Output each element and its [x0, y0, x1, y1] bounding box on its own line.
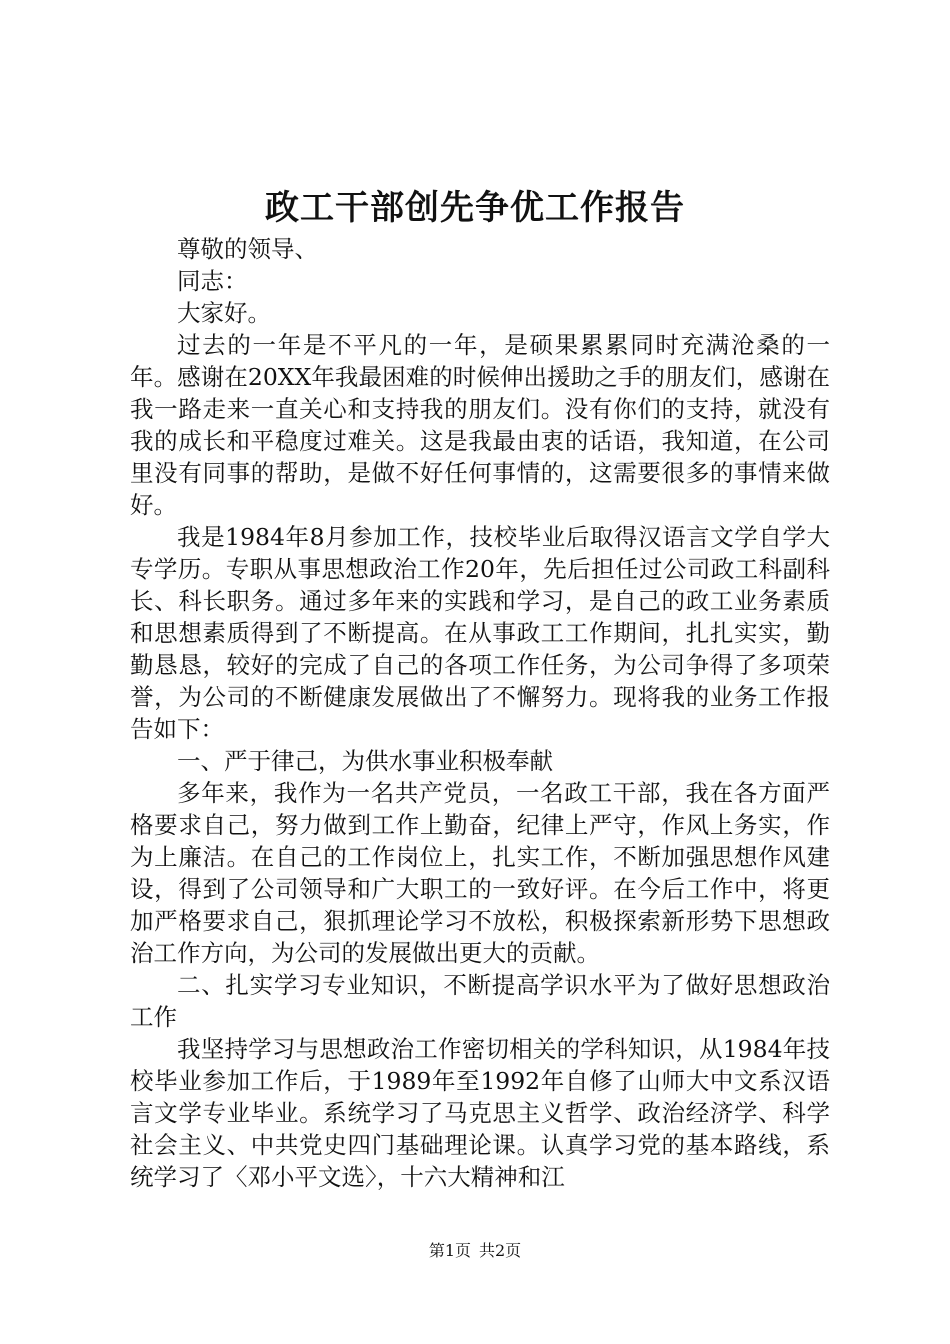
body-paragraph: 我是1984年8月参加工作，技校毕业后取得汉语言文学自学大专学历。专职从事思想政治工作20年，先后担任过公司政工科副科长、科长职务。通过多年来的实践和学习，是自己的政工业务素质和思想素质得到了不断提高。在从事政工工作期间，扎扎实实，勤勤恳恳，较好的完成了自己的各项工作任务，为公司争得了多项荣誉，为公司的不断健康发展做出了不懈努力。现将我的业务工作报告如下： — [130, 523, 830, 743]
salutation-line: 同志： — [177, 267, 248, 295]
page-total: 共2页 — [479, 1241, 522, 1260]
section-heading: 二、扎实学习专业知识，不断提高学识水平为了做好思想政治工作 — [130, 971, 830, 1031]
page-number: 第1页 — [428, 1241, 471, 1260]
salutation-line: 尊敬的领导、 — [177, 235, 318, 263]
greeting-line: 大家好。 — [177, 299, 271, 327]
body-paragraph: 我坚持学习与思想政治工作密切相关的学科知识，从1984年技校毕业参加工作后，于1989年至1992年自修了山师大中文系汉语言文学专业毕业。系统学习了马克思主义哲学、政治经济学、科学社会主义、中共党史四门基础理论课。认真学习党的基本路线，系统学习了〈邓小平文选〉，十六大精神和江 — [130, 1035, 830, 1191]
section-heading: 一、严于律己，为供水事业积极奉献 — [177, 747, 553, 775]
document-body — [130, 233, 830, 1193]
page-footer — [0, 1240, 950, 1262]
body-paragraph: 过去的一年是不平凡的一年，是硕果累累同时充满沧桑的一年。感谢在20XX年我最困难的时候伸出援助之手的朋友们，感谢在我一路走来一直关心和支持我的朋友们。没有你们的支持，就没有我的成长和平稳度过难关。这是我最由衷的话语，我知道，在公司里没有同事的帮助，是做不好任何事情的，这需要很多的事情来做好。 — [130, 331, 830, 519]
document-title: 政工干部创先争优工作报告 — [265, 188, 685, 228]
body-paragraph: 多年来，我作为一名共产党员，一名政工干部，我在各方面严格要求自己，努力做到工作上勤奋，纪律上严守，作风上务实，作为上廉洁。在自己的工作岗位上，扎实工作，不断加强思想作风建设，得到了公司领导和广大职工的一致好评。在今后工作中，将更加严格要求自己，狠抓理论学习不放松，积极探索新形势下思想政治工作方向，为公司的发展做出更大的贡献。 — [130, 779, 830, 967]
